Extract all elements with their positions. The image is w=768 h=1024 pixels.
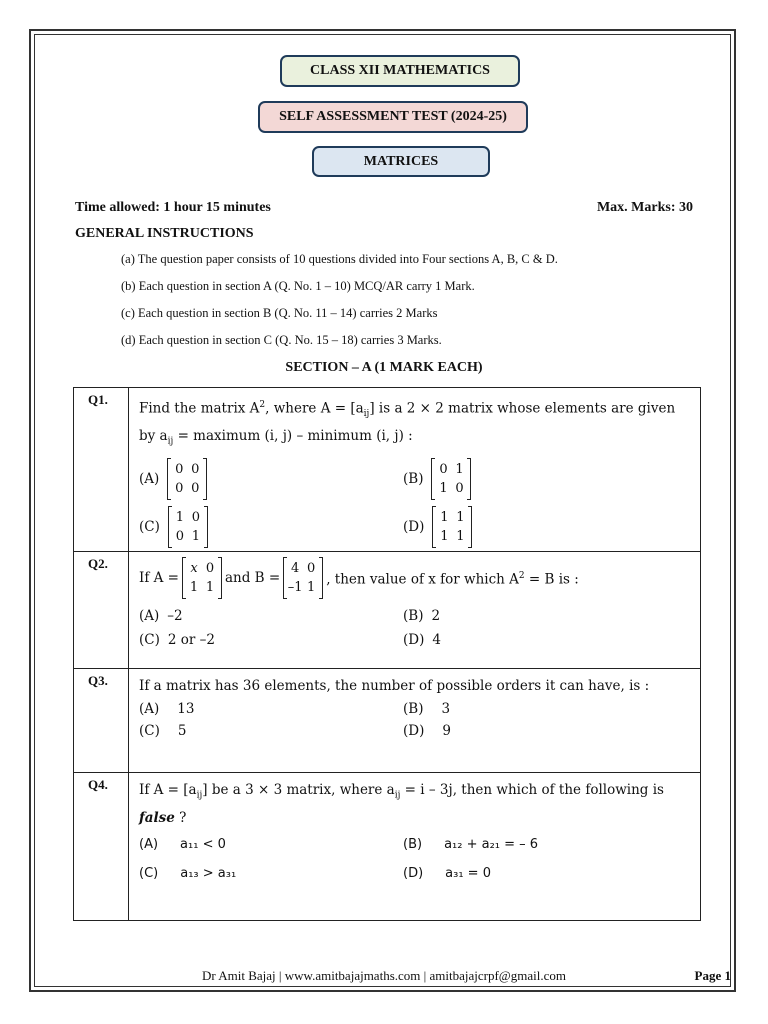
question-stem: If a matrix has 36 elements, the number of possible orders it can have, is : xyxy=(139,678,650,694)
option-a: (A) –2 xyxy=(139,608,183,624)
question-stem: If A = x 0 1 1 and B = 4 0 –1 1 , then value of x for which $A^2 = B$ is : xyxy=(139,558,690,598)
option-b: (B) 3 xyxy=(403,701,451,717)
option-d: (D) a₃₁ = 0 xyxy=(403,865,491,881)
question-body xyxy=(129,552,701,669)
matrix: 1 0 0 1 xyxy=(168,507,208,547)
table-row xyxy=(74,552,701,669)
option-d: (D) 4 xyxy=(403,632,441,648)
page-number: Page 1 xyxy=(694,968,731,983)
option-b: (B) 2 xyxy=(403,608,441,624)
time-allowed: Time allowed: 1 hour 15 minutes xyxy=(75,200,271,215)
option-d: (D) 9 xyxy=(403,723,451,739)
option-d: (D) 1 1 1 1 xyxy=(403,507,690,547)
table-row xyxy=(74,773,701,921)
option-c: (C) a₁₃ > a₃₁ xyxy=(139,865,237,881)
question-body xyxy=(129,773,701,921)
test-title: SELF ASSESSMENT TEST (2024-25) xyxy=(279,109,507,124)
table-row xyxy=(74,388,701,552)
max-marks: Max. Marks: 30 xyxy=(596,200,693,215)
question-stem: Find the matrix $A^2$, where $A = [a_{ij}]$ is a 2 × 2 matrix whose elements are given by $a_{ij}$ = maximum (i, j) – minimum (i, j) : xyxy=(139,400,676,447)
matrix-a: x 0 1 1 xyxy=(182,558,222,598)
chapter-title-box xyxy=(312,146,490,177)
instruction-item: (b) Each question in section A (Q. No. 1 – 10) MCQ/AR carry 1 Mark. xyxy=(121,279,475,293)
footer-credit: Dr Amit Bajaj | www.amitbajajmaths.com | amitbajajcrpf@gmail.com xyxy=(202,968,566,983)
option-a: (A) 0 0 0 0 xyxy=(139,459,403,499)
section-a-heading: SECTION – A (1 MARK EACH) xyxy=(285,360,483,375)
question-body xyxy=(129,388,701,552)
chapter-title: MATRICES xyxy=(363,154,439,169)
question-number: Q3. xyxy=(74,669,129,773)
instructions-heading: GENERAL INSTRUCTIONS xyxy=(75,226,254,241)
option-b: (B) a₁₂ + a₂₁ = – 6 xyxy=(403,836,539,852)
option-c: (C) 2 or –2 xyxy=(139,632,215,648)
matrix: 0 1 1 0 xyxy=(431,459,471,499)
questions-table xyxy=(73,387,701,921)
table-row xyxy=(74,669,701,773)
question-body xyxy=(129,669,701,773)
option-b: (B) 0 1 1 0 xyxy=(403,459,690,499)
question-stem: If $A = [a_{ij}]$ be a 3 × 3 matrix, where $a_{ij} = i - 3j$, then which of the following is false ? xyxy=(139,782,664,826)
option-c: (C) 1 0 0 1 xyxy=(139,507,403,547)
question-number: Q4. xyxy=(74,773,129,921)
option-a: (A) a₁₁ < 0 xyxy=(139,836,226,852)
class-title-box xyxy=(280,55,520,87)
test-title-box xyxy=(258,101,528,133)
option-c: (C) 5 xyxy=(139,723,187,739)
question-number: Q1. xyxy=(74,388,129,552)
class-title: CLASS XII MATHEMATICS xyxy=(310,63,490,78)
matrix: 1 1 1 1 xyxy=(432,507,472,547)
matrix: 0 0 0 0 xyxy=(167,459,207,499)
question-number: Q2. xyxy=(74,552,129,669)
instruction-item: (a) The question paper consists of 10 questions divided into Four sections A, B, C & D. xyxy=(121,252,558,266)
matrix-b: 4 0 –1 1 xyxy=(283,558,323,598)
instruction-item: (d) Each question in section C (Q. No. 15 – 18) carries 3 Marks. xyxy=(121,333,442,347)
option-a: (A) 13 xyxy=(139,701,195,717)
instruction-item: (c) Each question in section B (Q. No. 11 – 14) carries 2 Marks xyxy=(121,306,438,320)
